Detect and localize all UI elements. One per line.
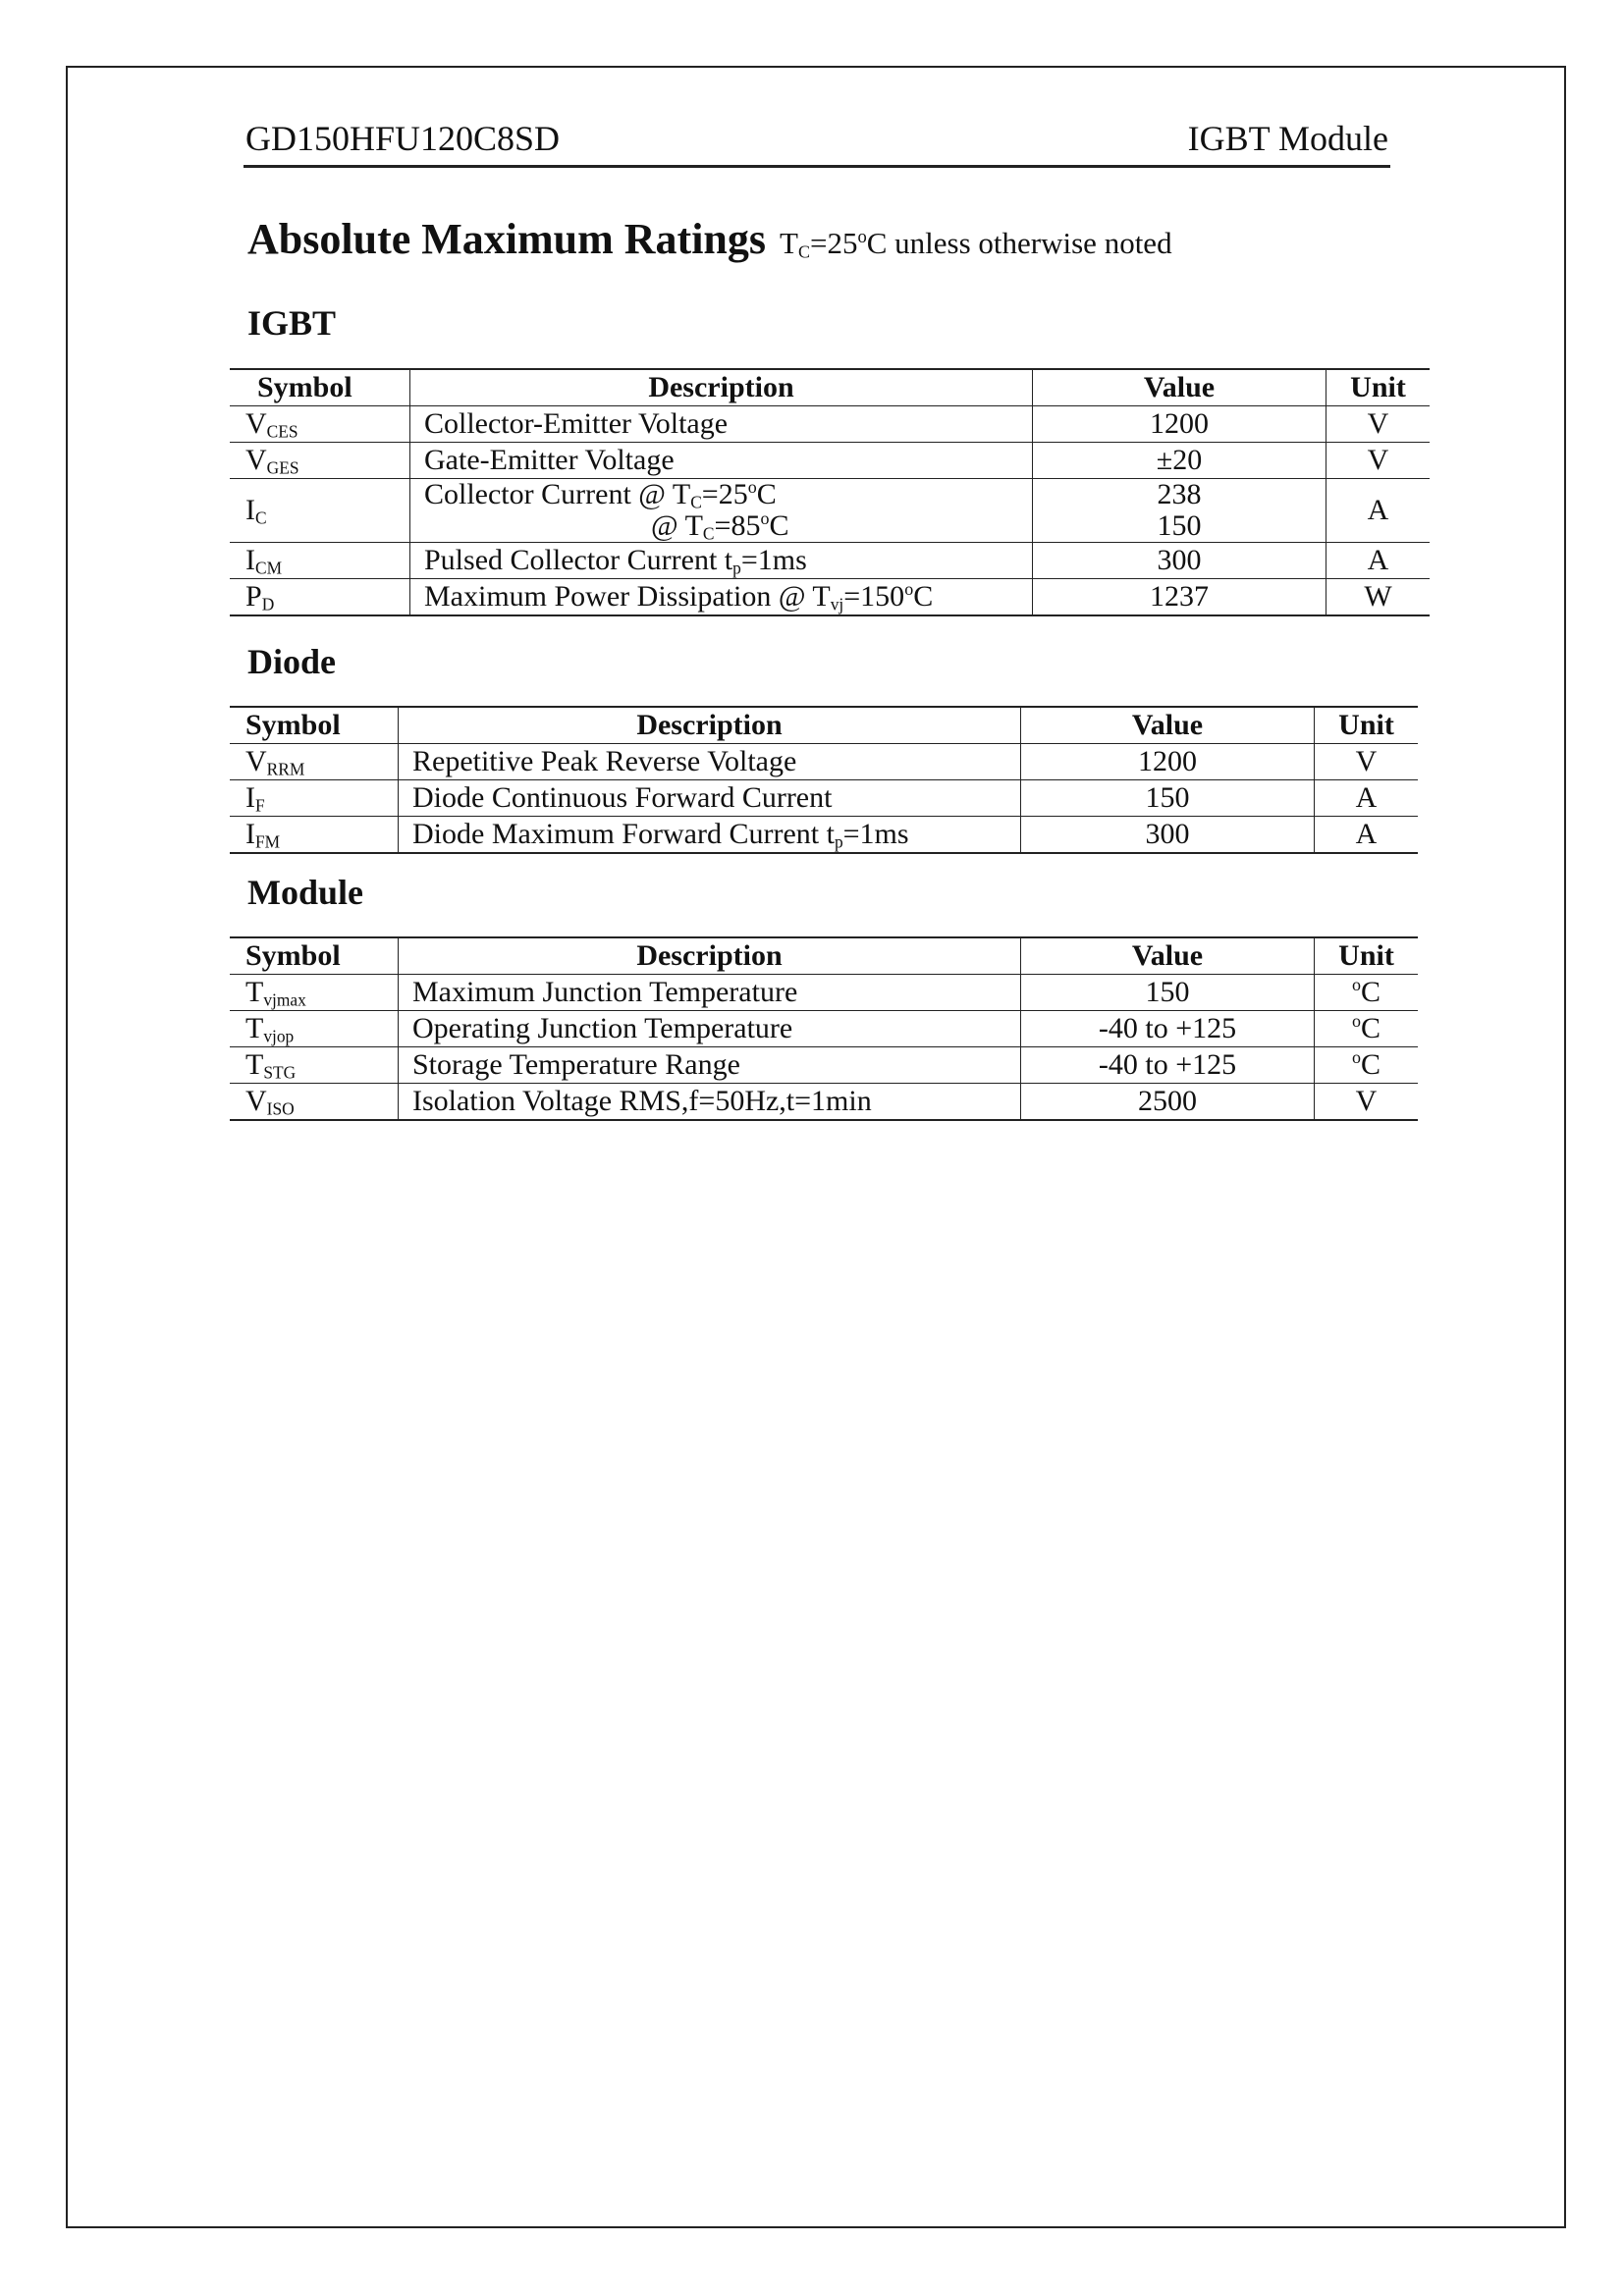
table-row [230,1011,1418,1047]
description-cell: Maximum Power Dissipation @ $T_{vj}=150^oC$ [410,579,1033,616]
description-cell: Storage Temperature Range [399,1047,1021,1084]
col-header-description: Description [410,369,1033,406]
section-title-igbt: IGBT [247,303,337,343]
col-header-value: Value [1021,937,1315,975]
module-ratings-table [230,936,1418,1121]
unit-cell: $^o$C [1315,975,1419,1011]
table-row [230,817,1418,854]
unit-cell: V [1326,406,1431,443]
section-title-module: Module [247,873,364,912]
unit-cell: V [1315,1084,1419,1121]
title-condition: $T_C=25^oC$ unless otherwise noted [780,226,1172,262]
value-cell: 300 [1033,543,1326,579]
description-cell [410,479,1033,543]
symbol-cell: $I_C$ [230,479,410,543]
description-cell: Repetitive Peak Reverse Voltage [399,744,1021,780]
col-header-unit: Unit [1315,937,1419,975]
description-line-2: @ $T_C=85^oC$ [651,508,789,544]
value-cell: 1237 [1033,579,1326,616]
table-row [230,443,1430,479]
symbol-cell: $V_{GES}$ [230,443,410,479]
symbol-cell: $T_{vjop}$ [230,1011,399,1047]
part-number: GD150HFU120C8SD [245,119,561,158]
table-row [230,579,1430,616]
symbol-cell: $I_{CM}$ [230,543,410,579]
description-cell: Collector-Emitter Voltage [410,406,1033,443]
value-cell: -40 to +125 [1021,1047,1315,1084]
unit-cell: $^o$C [1315,1047,1419,1084]
description-cell: Gate-Emitter Voltage [410,443,1033,479]
page-header [244,116,1390,168]
table-row [230,1047,1418,1084]
description-cell: Pulsed Collector Current $t_p=1ms$ [410,543,1033,579]
section-title-diode: Diode [247,642,336,681]
page-title [247,214,1172,264]
diode-ratings-table [230,706,1418,854]
col-header-symbol: Symbol [230,937,399,975]
symbol-cell: $T_{STG}$ [230,1047,399,1084]
col-header-symbol: Symbol [230,707,399,744]
col-header-unit: Unit [1315,707,1419,744]
table-header-row [230,369,1430,406]
unit-cell: A [1326,479,1431,543]
symbol-cell: $T_{vjmax}$ [230,975,399,1011]
table-row [230,975,1418,1011]
table-header-row [230,707,1418,744]
value-cell: 150 [1021,975,1315,1011]
description-cell: Diode Maximum Forward Current $t_p=1ms$ [399,817,1021,854]
value-cell [1033,479,1326,543]
col-header-description: Description [399,937,1021,975]
value-cell: -40 to +125 [1021,1011,1315,1047]
col-header-symbol: Symbol [230,369,410,406]
description-cell: Maximum Junction Temperature [399,975,1021,1011]
value-cell: 2500 [1021,1084,1315,1121]
symbol-cell: $P_D$ [230,579,410,616]
igbt-ratings-table [230,368,1430,616]
col-header-description: Description [399,707,1021,744]
symbol-cell: $V_{ISO}$ [230,1084,399,1121]
col-header-unit: Unit [1326,369,1431,406]
unit-cell: A [1315,780,1419,817]
symbol-cell: $V_{RRM}$ [230,744,399,780]
description-cell: Isolation Voltage RMS,f=50Hz,t=1min [399,1084,1021,1121]
value-cell: ±20 [1033,443,1326,479]
unit-cell: W [1326,579,1431,616]
value-cell: 150 [1021,780,1315,817]
device-type: IGBT Module [1187,119,1388,158]
col-header-value: Value [1021,707,1315,744]
symbol-cell: $I_{FM}$ [230,817,399,854]
table-row [230,1084,1418,1121]
table-row [230,543,1430,579]
table-row [230,479,1430,543]
unit-cell: A [1326,543,1431,579]
col-header-value: Value [1033,369,1326,406]
table-header-row [230,937,1418,975]
value-cell: 1200 [1021,744,1315,780]
value-line-1: 238 [1157,478,1202,510]
value-cell: 300 [1021,817,1315,854]
value-line-2: 150 [1157,509,1202,542]
description-cell: Operating Junction Temperature [399,1011,1021,1047]
table-row [230,744,1418,780]
description-line-1: Collector Current @ $T_C=25^oC$ [424,477,777,512]
title-text: Absolute Maximum Ratings [247,215,767,263]
value-cell: 1200 [1033,406,1326,443]
unit-cell: $^o$C [1315,1011,1419,1047]
symbol-cell: $I_F$ [230,780,399,817]
description-cell: Diode Continuous Forward Current [399,780,1021,817]
table-row [230,780,1418,817]
unit-cell: V [1326,443,1431,479]
symbol-cell: $V_{CES}$ [230,406,410,443]
table-row [230,406,1430,443]
unit-cell: A [1315,817,1419,854]
unit-cell: V [1315,744,1419,780]
